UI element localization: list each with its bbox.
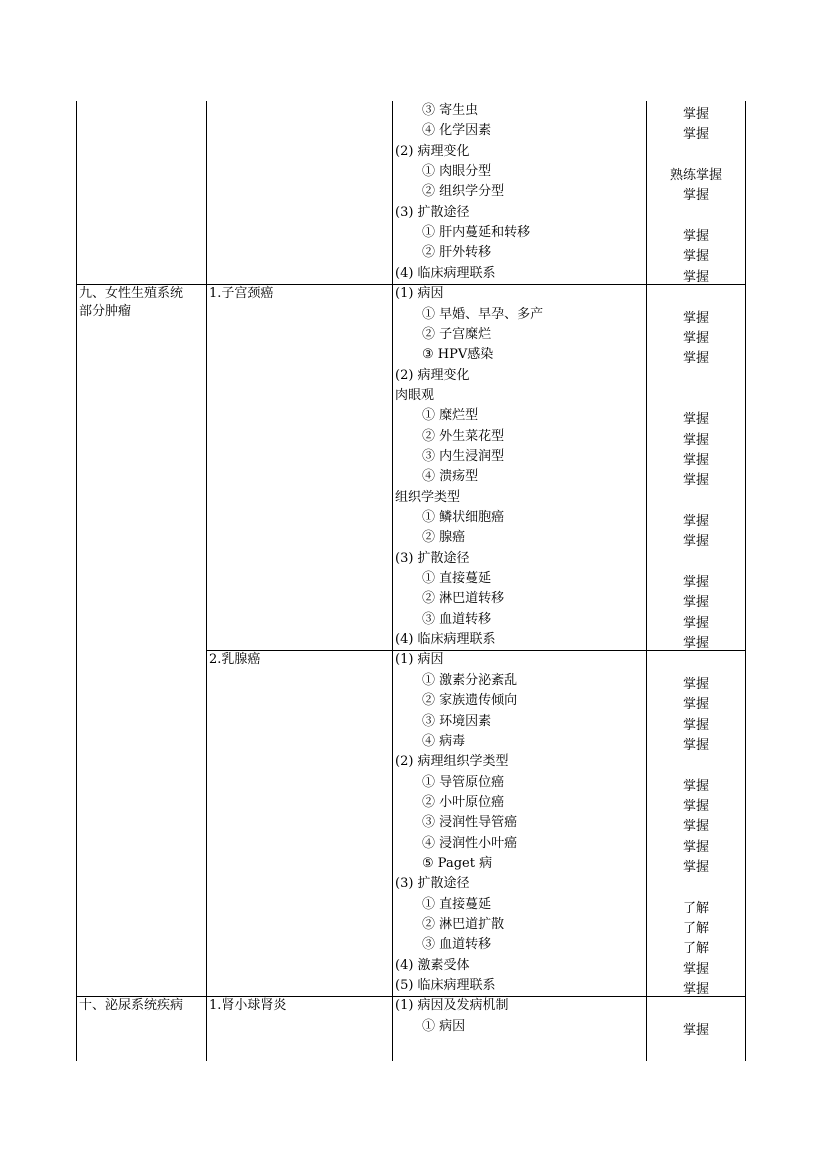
mastery-level: 掌握 — [682, 310, 709, 326]
mastery-level: 掌握 — [682, 778, 709, 794]
content-item: ③ 血道转移 — [422, 611, 492, 627]
mastery-level: 掌握 — [682, 107, 709, 122]
mastery-level: 了解 — [682, 921, 709, 936]
content-item: ① 糜烂型 — [422, 408, 479, 424]
mastery-level: 掌握 — [682, 595, 709, 611]
mastery-level: 掌握 — [682, 330, 709, 346]
content-item: ④ 浸润性小叶癌 — [422, 835, 518, 851]
content-item: ① 激素分泌紊乱 — [422, 672, 518, 688]
content-item: ④ 化学因素 — [422, 123, 492, 139]
content-item: (2) 病理变化 — [395, 143, 470, 159]
mastery-level: 掌握 — [682, 697, 709, 713]
topic-divider — [206, 650, 746, 651]
content-item: ④ 病毒 — [422, 733, 466, 749]
content-item: ② 子宫糜烂 — [422, 326, 492, 342]
syllabus-table — [76, 101, 746, 1061]
mastery-level: 掌握 — [682, 351, 709, 367]
mastery-level: 掌握 — [682, 798, 709, 814]
content-item: ⑤ Paget 病 — [422, 855, 493, 871]
content-item: (1) 病因 — [395, 652, 444, 668]
content-item: (3) 扩散途径 — [395, 876, 470, 892]
mastery-level: 掌握 — [682, 249, 709, 265]
content-item: (3) 扩散途径 — [395, 204, 470, 220]
content-item: ② 腺癌 — [422, 530, 466, 546]
table-border-left — [76, 101, 77, 1061]
column-divider-topic — [206, 101, 207, 1061]
mastery-level: 掌握 — [682, 982, 709, 998]
mastery-level: 掌握 — [682, 412, 709, 428]
chapter-title: 十、泌尿系统疾病 — [79, 998, 184, 1014]
chapter-title: 部分肿瘤 — [79, 304, 132, 320]
content-item: (1) 病因及发病机制 — [395, 998, 509, 1014]
topic-title: 2.乳腺癌 — [209, 652, 261, 668]
chapter-title: 九、女性生殖系统 — [79, 286, 184, 302]
content-item: (5) 临床病理联系 — [395, 978, 496, 994]
content-item: ① 直接蔓延 — [422, 571, 492, 587]
content-item: ② 肝外转移 — [422, 245, 492, 261]
content-item: ① 鳞状细胞癌 — [422, 510, 505, 525]
mastery-level: 熟练掌握 — [669, 168, 722, 184]
content-item: ② 家族遗传倾向 — [422, 693, 518, 709]
mastery-level: 掌握 — [682, 676, 709, 692]
mastery-level: 掌握 — [682, 514, 709, 529]
mastery-level: 掌握 — [682, 961, 709, 977]
mastery-level: 掌握 — [682, 229, 709, 245]
mastery-level: 掌握 — [682, 819, 709, 835]
content-item: (3) 扩散途径 — [395, 550, 470, 566]
mastery-level: 了解 — [682, 900, 709, 916]
content-item: ① 肉眼分型 — [422, 164, 492, 180]
mastery-level: 掌握 — [682, 269, 709, 285]
section-divider — [76, 284, 746, 285]
content-item: ② 淋巴道扩散 — [422, 917, 505, 932]
content-item: ③ 浸润性导管癌 — [422, 815, 518, 831]
content-item: ③ 血道转移 — [422, 937, 492, 953]
content-item: (2) 病理变化 — [395, 367, 470, 383]
content-item: ② 淋巴道转移 — [422, 591, 505, 607]
topic-title: 1.子宫颈癌 — [209, 286, 274, 302]
content-item: ③ HPV感染 — [422, 347, 494, 363]
mastery-level: 掌握 — [682, 452, 709, 468]
content-item: ② 组织学分型 — [422, 184, 505, 200]
content-item: 肉眼观 — [395, 387, 435, 403]
mastery-level: 掌握 — [682, 432, 709, 448]
content-item: ① 直接蔓延 — [422, 896, 492, 912]
mastery-level: 掌握 — [682, 473, 709, 489]
mastery-level: 掌握 — [682, 575, 709, 591]
mastery-level: 了解 — [682, 941, 709, 957]
mastery-level: 掌握 — [682, 717, 709, 733]
content-item: (1) 病因 — [395, 286, 444, 302]
content-item: ③ 寄生虫 — [422, 103, 479, 118]
mastery-level: 掌握 — [682, 737, 709, 753]
content-item: ① 肝内蔓延和转移 — [422, 225, 531, 241]
content-item: (2) 病理组织学类型 — [395, 754, 509, 770]
mastery-level: 掌握 — [682, 534, 709, 550]
mastery-level: 掌握 — [682, 636, 709, 652]
content-item: 组织学类型 — [395, 489, 461, 505]
content-item: ① 导管原位癌 — [422, 774, 505, 790]
mastery-level: 掌握 — [682, 188, 709, 204]
mastery-level: 掌握 — [682, 127, 709, 143]
content-item: ③ 环境因素 — [422, 713, 492, 729]
mastery-level: 掌握 — [682, 839, 709, 855]
content-item: ② 外生菜花型 — [422, 428, 505, 444]
content-item: (4) 激素受体 — [395, 957, 470, 973]
mastery-level: 掌握 — [682, 859, 709, 875]
content-item: (4) 临床病理联系 — [395, 632, 496, 648]
content-item: ④ 溃疡型 — [422, 469, 479, 485]
topic-title: 1.肾小球肾炎 — [209, 998, 287, 1014]
content-item: ① 早婚、早孕、多产 — [422, 306, 544, 322]
mastery-level: 掌握 — [682, 1022, 709, 1038]
content-item: ① 病因 — [422, 1018, 466, 1034]
content-item: ② 小叶原位癌 — [422, 794, 505, 810]
column-divider-content — [392, 101, 393, 1061]
mastery-level: 掌握 — [682, 615, 709, 631]
content-item: ③ 内生浸润型 — [422, 448, 505, 464]
content-item: (4) 临床病理联系 — [395, 265, 496, 281]
